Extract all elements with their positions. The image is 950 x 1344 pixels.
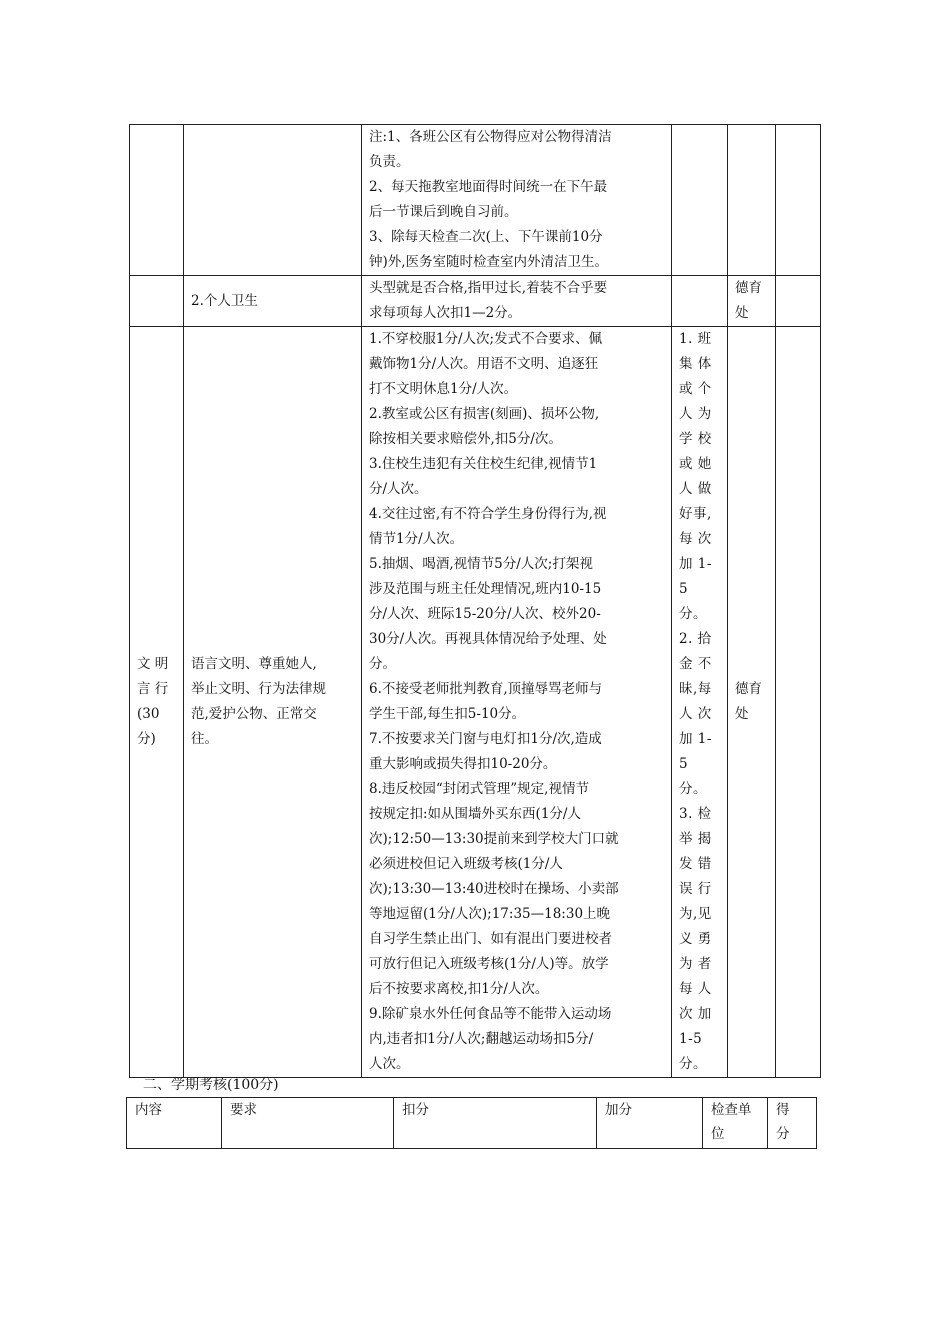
text-line: 误 行: [679, 881, 712, 897]
table-row: [130, 327, 821, 1078]
deduction-cell: [362, 276, 672, 327]
text-line: 义 勇: [679, 931, 712, 947]
text-line: 分。: [679, 606, 707, 622]
text-line: 3.住校生违犯有关住校生纪律,视情节1: [369, 456, 598, 472]
text-line: 3. 检: [679, 806, 712, 822]
score-cell: [776, 125, 821, 276]
requirement-text: 范,爱护公物、正常交: [191, 706, 317, 722]
text-line: 内,违者扣1分/人次;翻越运动场扣5分/: [369, 1031, 594, 1047]
header-text: 分: [776, 1126, 790, 1142]
text-line: 注:1、各班公区有公物得应对公物得清洁: [369, 129, 612, 145]
text-line: 分/人次。: [369, 481, 428, 497]
text-line: 2.教室或公区有损害(刻画)、损坏公物,: [369, 406, 600, 422]
text-line: 5: [679, 581, 689, 597]
text-line: 必须进校但记入班级考核(1分/人: [369, 856, 563, 872]
text-line: 加 1-: [679, 731, 712, 747]
requirement-text: 举止文明、行为法律规: [191, 681, 326, 697]
header-deduction: 扣分: [394, 1098, 597, 1149]
text-line: 5: [679, 756, 689, 772]
text-line: 昧,每: [679, 681, 712, 697]
text-line: 或 个: [679, 381, 712, 397]
table-row: [130, 276, 821, 327]
text-line: 钟)外,医务室随时检查室内外清洁卫生。: [369, 254, 609, 270]
text-line: 可放行但记入班级考核(1分/人)等。放学: [369, 956, 609, 972]
text-line: 头型就是否合格,指甲过长,着装不合乎要: [369, 280, 608, 296]
text-line: 负责。: [369, 154, 410, 170]
unit-text: 处: [735, 706, 749, 722]
bonus-cell: [672, 276, 728, 327]
semester-table: [126, 1097, 817, 1149]
unit-text: 处: [735, 305, 749, 321]
text-line: 1-5: [679, 1031, 703, 1047]
requirement-text: 往。: [191, 731, 218, 747]
text-line: 学生干部,每生扣5-10分。: [369, 706, 526, 722]
requirement-text: 语言文明、尊重她人,: [191, 656, 317, 672]
content-cell: [130, 327, 184, 1078]
header-requirement: 要求: [222, 1098, 394, 1149]
text-line: 1.不穿校服1分/人次;发式不合要求、佩: [369, 331, 603, 347]
text-line: 情节1分/人次。: [369, 531, 464, 547]
unit-text: 德育: [735, 280, 762, 296]
bonus-cell: [672, 125, 728, 276]
bonus-cell: [672, 327, 728, 1078]
text-line: 或 她: [679, 456, 712, 472]
text-line: 集 体: [679, 356, 712, 372]
section-heading: 二、学期考核(100分): [143, 1077, 279, 1093]
text-line: 人 为: [679, 406, 712, 422]
unit-cell: [728, 125, 776, 276]
deduction-cell: [362, 327, 672, 1078]
text-line: 人次。: [369, 1056, 410, 1072]
text-line: 为,见: [679, 906, 712, 922]
header-text: 得: [776, 1102, 790, 1118]
unit-text: 德育: [735, 681, 762, 697]
text-line: 次);13:30—13:40进校时在操场、小卖部: [369, 881, 619, 897]
header-content: 内容: [127, 1098, 222, 1149]
text-line: 发 错: [679, 856, 712, 872]
text-line: 人 次: [679, 706, 712, 722]
text-line: 学 校: [679, 431, 712, 447]
text-line: 分。: [679, 781, 707, 797]
header-bonus: 加分: [597, 1098, 703, 1149]
text-line: 7.不按要求关门窗与电灯扣1分/次,造成: [369, 731, 602, 747]
header-score: [768, 1098, 817, 1149]
text-line: 除按相关要求赔偿外,扣5分/次。: [369, 431, 562, 447]
text-line: 等地逗留(1分/人次);17:35—18:30上晚: [369, 906, 611, 922]
text-line: 求每项每人次扣1—2分。: [369, 305, 522, 321]
text-line: 次 加: [679, 1006, 712, 1022]
score-cell: [776, 276, 821, 327]
text-line: 1. 班: [679, 331, 712, 347]
text-line: 好事,: [679, 506, 712, 522]
text-line: 5.抽烟、喝酒,视情节5分/人次;打架视: [369, 556, 593, 572]
text-line: 每 次: [679, 531, 712, 547]
text-line: 6.不接受老师批判教育,顶撞辱骂老师与: [369, 681, 603, 697]
text-line: 按规定扣:如从围墙外买东西(1分/人: [369, 806, 581, 822]
header-text: 位: [711, 1126, 725, 1142]
assessment-table: [129, 124, 821, 1078]
deduction-cell: [362, 125, 672, 276]
unit-cell: [728, 276, 776, 327]
text-line: 4.交往过密,有不符合学生身份得行为,视: [369, 506, 607, 522]
text-line: 后一节课后到晚自习前。: [369, 204, 518, 220]
text-line: 为 者: [679, 956, 712, 972]
text-line: 金 不: [679, 656, 712, 672]
text-line: 打不文明休息1分/人次。: [369, 381, 518, 397]
content-cell: [130, 276, 184, 327]
header-text: 检查单: [711, 1102, 752, 1118]
text-line: 后不按要求离校,扣1分/人次。: [369, 981, 549, 997]
text-line: 分。: [679, 1056, 707, 1072]
text-line: 举 揭: [679, 831, 712, 847]
text-line: 30分/人次。再视具体情况给予处理、处: [369, 631, 607, 647]
text-line: 8.违反校园“封闭式管理”规定,视情节: [369, 781, 589, 797]
text-line: 9.除矿泉水外任何食品等不能带入运动场: [369, 1006, 612, 1022]
text-line: 加 1-: [679, 556, 712, 572]
text-line: 次);12:50—13:30提前来到学校大门口就: [369, 831, 619, 847]
content-cell: [130, 125, 184, 276]
requirement-cell: [184, 125, 362, 276]
requirement-cell: [184, 276, 362, 327]
header-row: [127, 1098, 817, 1149]
content-text: 言 行: [137, 681, 169, 697]
header-unit: [703, 1098, 768, 1149]
text-line: 分。: [369, 656, 396, 672]
text-line: 重大影响或损失得扣10-20分。: [369, 756, 557, 772]
text-line: 2. 拾: [679, 631, 712, 647]
text-line: 戴饰物1分/人次。用语不文明、追逐狂: [369, 356, 599, 372]
content-text: (30: [137, 706, 160, 722]
text-line: 每 人: [679, 981, 712, 997]
unit-cell: [728, 327, 776, 1078]
score-cell: [776, 327, 821, 1078]
text-line: 分/人次、班际15-20分/人次、校外20-: [369, 606, 601, 622]
table-row: [130, 125, 821, 276]
text-line: 自习学生禁止出门、如有混出门要进校者: [369, 931, 612, 947]
text-line: 涉及范围与班主任处理情况,班内10-15: [369, 581, 602, 597]
text-line: 2、每天拖教室地面得时间统一在下午最: [369, 179, 608, 195]
content-text: 文 明: [137, 656, 169, 672]
requirement-text: 2.个人卫生: [191, 292, 258, 309]
text-line: 人 做: [679, 481, 712, 497]
requirement-cell: [184, 327, 362, 1078]
text-line: 3、除每天检查二次(上、下午课前10分: [369, 229, 603, 245]
content-text: 分): [137, 731, 156, 747]
